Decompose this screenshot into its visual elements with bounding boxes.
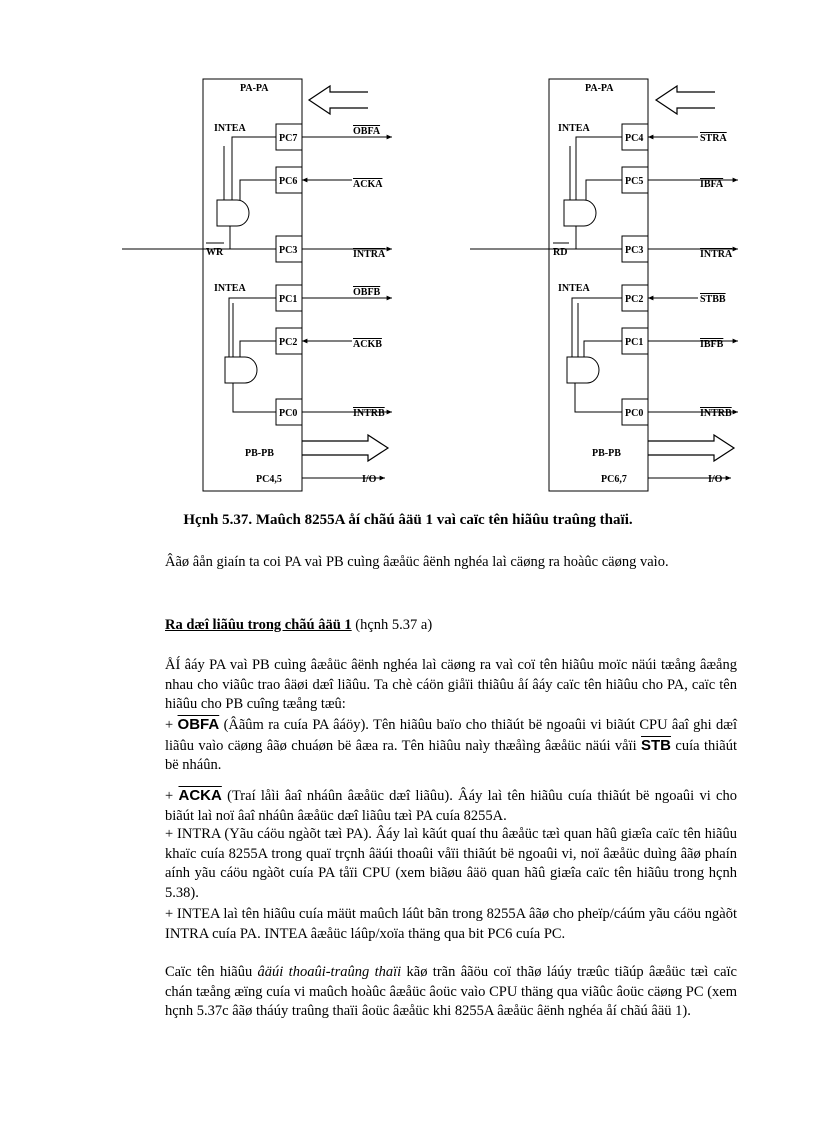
figure-caption: Hçnh 5.37. Maûch 8255A åí chãú âäü 1 vaì caïc tên hiãûu traûng thaïi. (183, 512, 633, 528)
paragraph-handshake: Caïc tên hiãûu âäúi thoaûi-traûng thaïi kãø trãn âãöu coï thãø láúy træûc tiãúp âæåüc tæì caïc chán tæång æïng cuía vi maûch hoàûc âæåüc âoüc vaìo CPU thäng qua viãûc âoüc cäøng PC (xem hçnh 5.37c âãø tháúy traûng thaïi âoüc âæåüc khi 8255A âæåüc âënh nghéa åí chãú âäü 1). (165, 964, 737, 1019)
right-pin-4: PC1 (625, 337, 644, 348)
left-intea-1: INTEA (214, 123, 246, 134)
left-and-gate-1 (217, 200, 249, 226)
left-pb-output-arrow (302, 435, 388, 461)
right-signal-0: STRA (700, 133, 727, 144)
left-port-title: PA-PA (240, 83, 269, 94)
right-diagram (470, 79, 738, 491)
right-pin-1: PC5 (625, 176, 644, 187)
paragraph-description: ÅÍ âáy PA vaì PB cuìng âæåüc âënh nghéa laì cäøng ra vaì coï tên hiãûu moïc näúi tæång âæång nhau cho viãûc trao âäøi dæî liãûu. Ta chè cáön giåïi thiãûu åí âáy caïc tên hiãûu cho PA, caïc tên hiãûu cho PB cuîng tæång tæû: (165, 657, 737, 712)
right-pin-3: PC2 (625, 294, 644, 305)
right-signal-3: STBB (700, 294, 726, 305)
right-pin-0: PC4 (625, 133, 644, 144)
bullet-intea: + INTEA laì tên hiãûu cuía mäüt maûch láût bãn trong 8255A âãø cho pheïp/cáúm yãu cáöu ngàõt INTRA cuía PA. INTEA âæåüc láûp/xoïa thäng qua bit PC6 cuía PC. (165, 906, 737, 942)
left-pin-1: PC6 (279, 176, 298, 187)
left-io-label: I/O (362, 474, 377, 485)
left-pin-4: PC2 (279, 337, 298, 348)
left-signal-2: INTRA (353, 249, 386, 260)
right-pa-input-arrow (656, 86, 715, 114)
left-and-gate-2 (225, 357, 257, 383)
signal-acka: ACKA (178, 787, 222, 804)
right-and-gate-1 (564, 200, 596, 226)
left-diagram (122, 79, 392, 491)
right-signal-1: IBFA (700, 179, 724, 190)
right-pin-5: PC0 (625, 408, 644, 419)
bullet-obfa: + OBFA (Âãûm ra cuía PA âáöy). Tên hiãûu baïo cho thiãút bë ngoaûi vi biãút CPU âaî ghi dæî liãûu vaìo cäøng âãø chuáøn bë âæa ra. Tên hiãûu naìy thæåìng âæåüc näúi våïi $\overline{STB}$ cuía thiãút bë nháûn. (165, 716, 737, 773)
section-heading-title: Ra dæî liãûu trong chãú âäü 1 (165, 617, 352, 633)
right-signal-2: INTRA (700, 249, 733, 260)
right-io-label: I/O (708, 474, 723, 485)
section-heading (165, 616, 737, 636)
bullet-intra: + INTRA (Yãu cáöu ngàõt tæì PA). Âáy laì kãút quaí thu âæåüc tæì quan hãû giæîa caïc tên hiãûu khaïc cuía 8255A trong quaï trçnh âäúi thoaûi våïi thiãút bë ngoaûi vi, noï âæåüc duìng âãø phaín aính yãu cáöu ngàõt cuía PA tåïi CPU (xem biãøu âäö quan hãû giæîa caïc tên hiãûu trong hçnh 5.38). (165, 826, 737, 901)
left-signal-0: OBFA (353, 126, 381, 137)
right-pb-label: PB-PB (592, 448, 621, 459)
signal-obfa: OBFA (177, 716, 220, 733)
right-pin-2: PC3 (625, 245, 644, 256)
section-heading-ref: (hçnh 5.37 a) (351, 617, 433, 633)
right-intea-2: INTEA (558, 283, 590, 294)
right-signal-4: IBFB (700, 339, 724, 350)
left-pin-2: PC3 (279, 245, 298, 256)
signal-stb: $\overline{STB}$ (641, 736, 672, 754)
left-signal-5: INTRB (353, 408, 385, 419)
right-and-gate-2 (567, 357, 599, 383)
left-wr-label: WR (206, 247, 224, 258)
left-intea-2: INTEA (214, 283, 246, 294)
left-pa-input-arrow (309, 86, 368, 114)
right-pb-output-arrow (648, 435, 734, 461)
left-signal-1: ACKA (353, 179, 383, 190)
figure-8255a-mode1 (0, 0, 816, 505)
right-rd-label: RD (553, 247, 568, 258)
right-pc-label: PC6,7 (601, 474, 627, 485)
right-signal-5: INTRB (700, 408, 732, 419)
bullet-acka: + ACKA (Traí låìi âaî nháûn âæåüc dæî liãûu). Âáy laì tên hiãûu cuía thiãút bë ngoaûi vi cho biãút laì noï âaî nháûn âæåüc dæî liãûu tæì PA cuía 8255A. (165, 787, 737, 824)
left-pc-label: PC4,5 (256, 474, 282, 485)
left-signal-3: OBFB (353, 287, 381, 298)
left-pin-3: PC1 (279, 294, 298, 305)
left-pb-label: PB-PB (245, 448, 274, 459)
paragraph-intro: Âãø âån giaín ta coi PA vaì PB cuìng âæåüc âënh nghéa laì cäøng ra hoàûc cäøng vaìo. (165, 554, 669, 570)
right-intea-1: INTEA (558, 123, 590, 134)
handshake-term: âäúi thoaûi-traûng thaïi (257, 964, 402, 980)
right-port-title: PA-PA (585, 83, 614, 94)
left-pin-5: PC0 (279, 408, 298, 419)
left-signal-4: ACKB (353, 339, 382, 350)
left-pin-0: PC7 (279, 133, 298, 144)
